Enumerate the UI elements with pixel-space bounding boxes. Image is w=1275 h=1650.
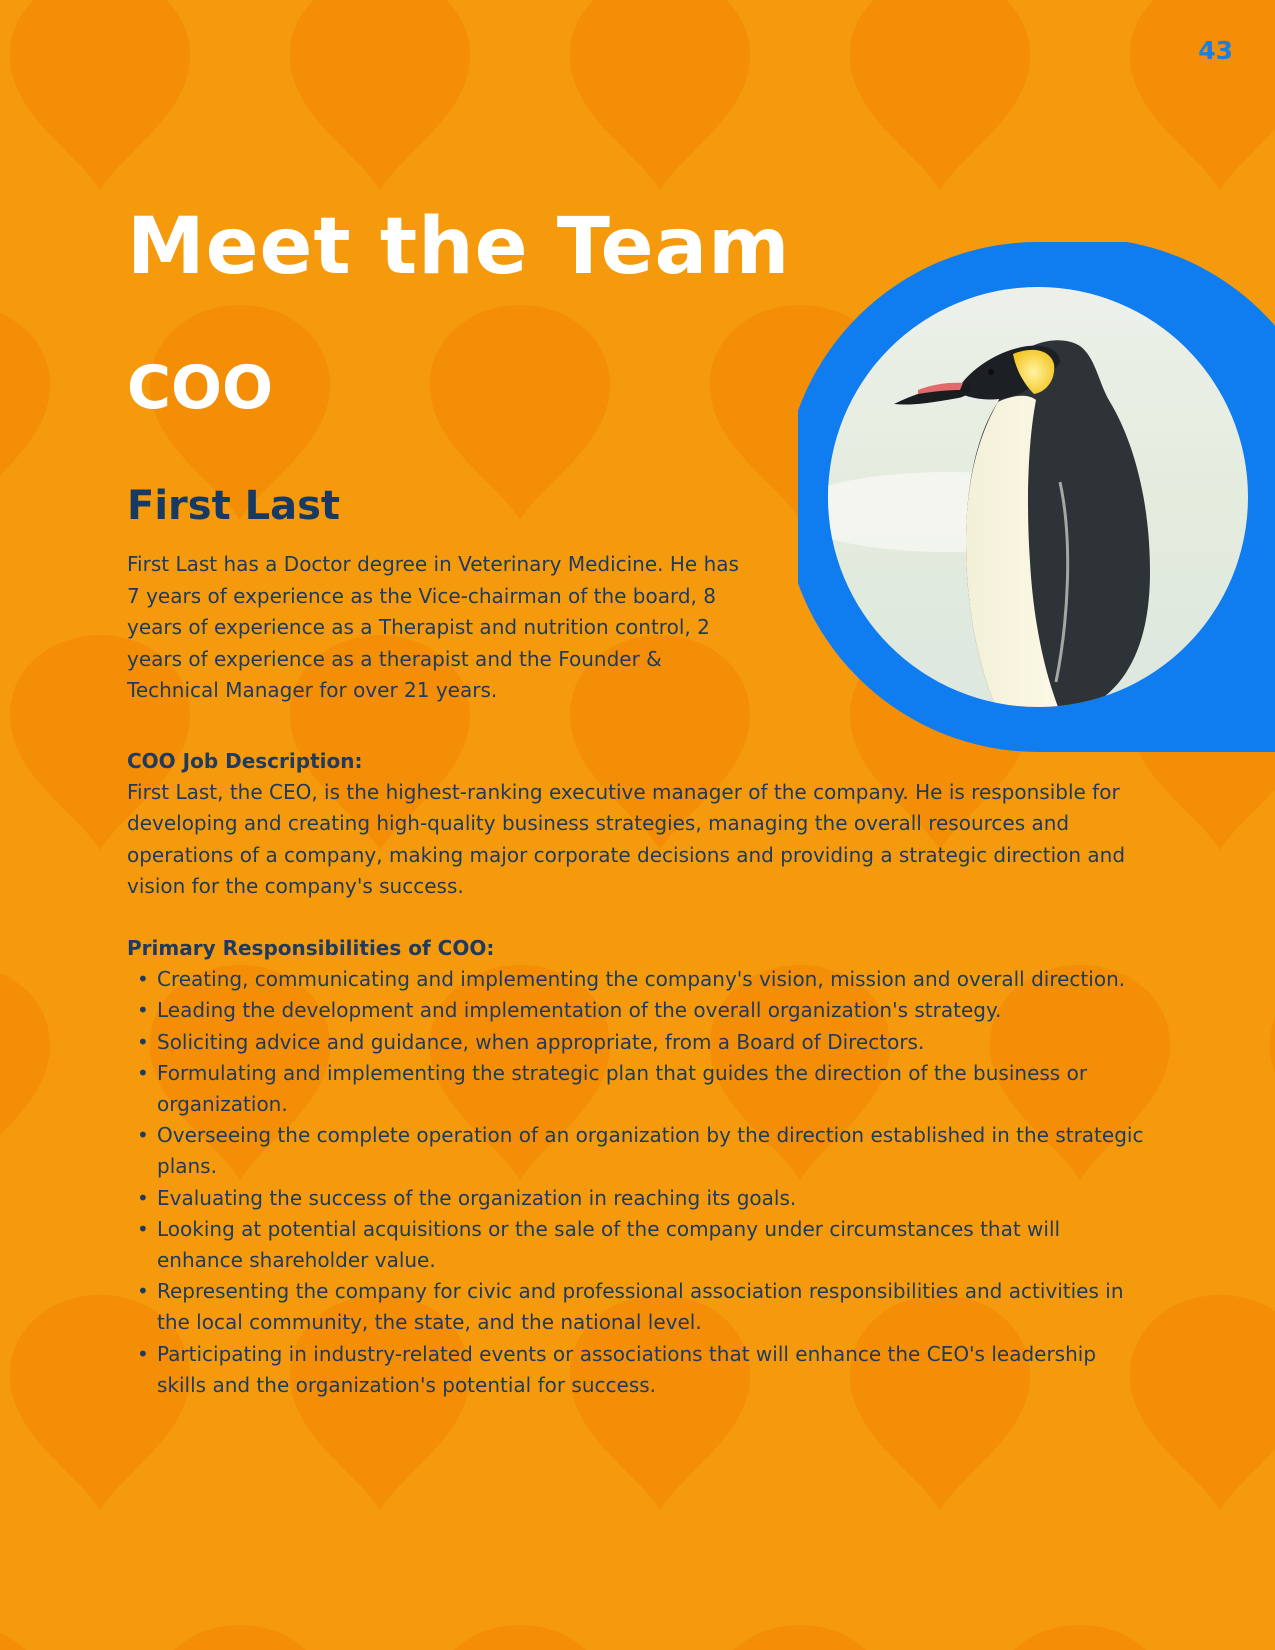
- list-item: [127, 995, 1147, 1026]
- main-content: [127, 746, 1147, 1401]
- list-item-text: Soliciting advice and guidance, when appropriate, from a Board of Directors.: [157, 1029, 925, 1054]
- list-item: [127, 1276, 1147, 1338]
- list-item-text: Formulating and implementing the strategic plan that guides the direction of the business or organization.: [157, 1060, 1088, 1117]
- bullet-icon: •: [137, 1185, 149, 1210]
- profile-photo-frame: [798, 242, 1275, 752]
- list-item: [127, 1027, 1147, 1058]
- bullet-icon: •: [137, 1279, 149, 1304]
- bullet-icon: •: [137, 1060, 149, 1085]
- list-item-text: Participating in industry-related events or associations that will enhance the CEO's leadership skills and the organization's potential for success.: [157, 1341, 1097, 1397]
- section-spacer: [127, 902, 1147, 933]
- page-number: 43: [1198, 36, 1233, 65]
- list-item: [127, 1058, 1147, 1120]
- list-item-text: Evaluating the success of the organization in reaching its goals.: [157, 1185, 797, 1210]
- person-name: First Last: [127, 483, 341, 529]
- job-description-heading: COO Job Description:: [127, 749, 363, 773]
- page-title: Meet the Team: [127, 202, 791, 292]
- list-item: [127, 1339, 1147, 1401]
- bullet-icon: •: [137, 1341, 149, 1366]
- responsibilities-heading: Primary Responsibilities of COO:: [127, 936, 495, 961]
- list-item: [127, 1183, 1147, 1214]
- role-title: COO: [127, 353, 274, 423]
- list-item-text: Leading the development and implementation of the overall organization's strategy.: [157, 998, 1002, 1023]
- bullet-icon: •: [137, 1029, 149, 1054]
- list-item: [127, 1214, 1147, 1276]
- bullet-icon: •: [137, 1216, 149, 1241]
- list-item-text: Creating, communicating and implementing the company's vision, mission and overall direction.: [157, 967, 1126, 992]
- list-item: [127, 964, 1147, 995]
- bullet-icon: •: [137, 1123, 149, 1148]
- bullet-icon: •: [137, 998, 149, 1023]
- list-item-text: Overseeing the complete operation of an organization by the direction established in the strategic plans.: [157, 1123, 1144, 1179]
- job-description-section: [127, 746, 1147, 902]
- bullet-icon: •: [137, 967, 149, 992]
- responsibilities-list: [127, 964, 1147, 1401]
- person-bio: First Last has a Doctor degree in Veterinary Medicine. He has 7 years of experience as the Vice-chairman of the board, 8 years of experience as a Therapist and nutrition control, 2 years of experience as a therapist and the Founder & Technical Manager for over 21 years.: [127, 552, 739, 702]
- responsibilities-section: [127, 933, 1147, 1401]
- list-item: [127, 1120, 1147, 1182]
- list-item-text: Looking at potential acquisitions or the sale of the company under circumstances that will enhance shareholder value.: [157, 1216, 1061, 1273]
- job-description-text: First Last, the CEO, is the highest-ranking executive manager of the company. He is responsible for developing and creating high-quality business strategies, managing the overall resources and operations of a company, making major corporate decisions and providing a strategic direction and vision for the company's success.: [127, 780, 1126, 898]
- list-item-text: Representing the company for civic and professional association responsibilities and activities in the local community, the state, and the national level.: [157, 1279, 1124, 1335]
- penguin-photo: [798, 242, 1275, 752]
